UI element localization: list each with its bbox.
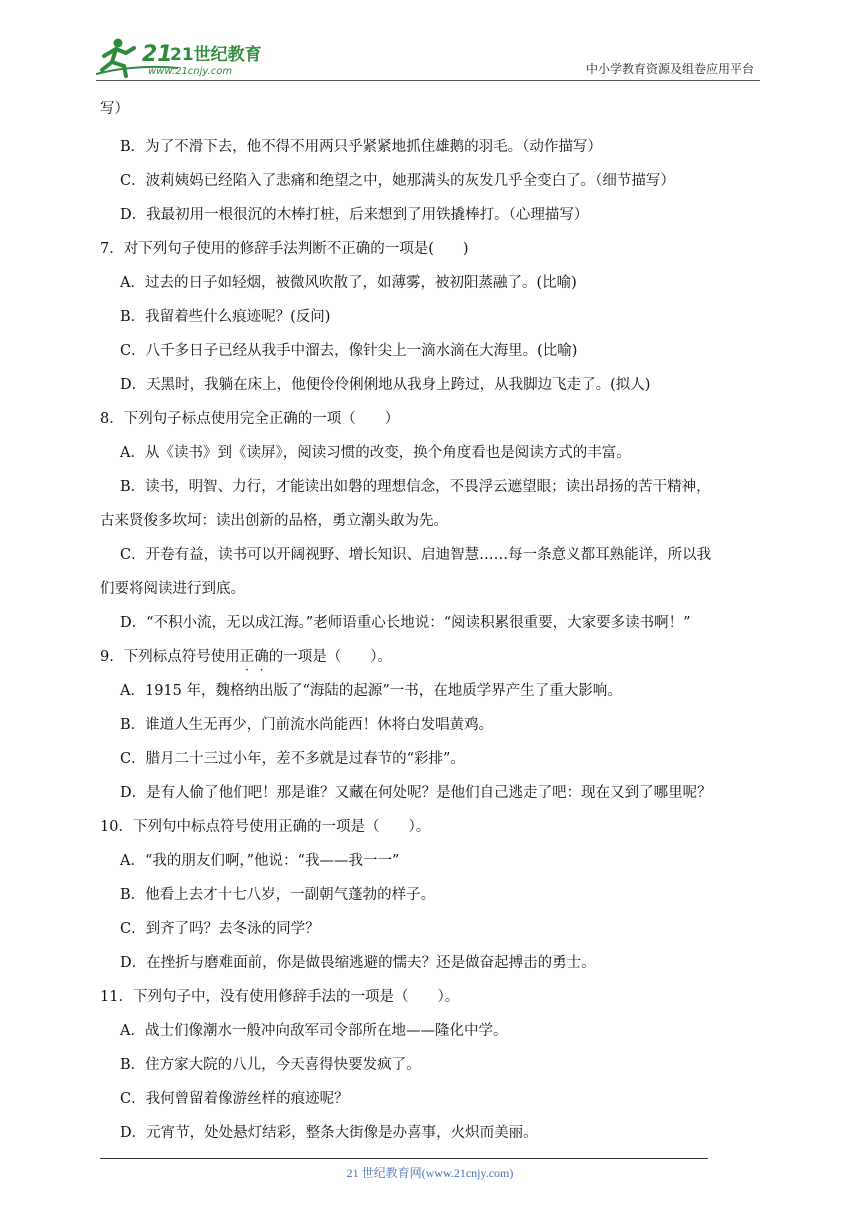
- text-line: 写）: [100, 101, 129, 117]
- option-line: B．他看上去才十七八岁，一副朝气蓬勃的样子。: [120, 887, 436, 903]
- option-line: D．在挫折与磨难面前，你是做畏缩逃避的懦夫？还是做奋起搏击的勇士。: [120, 955, 596, 971]
- 21cnjy-logo: [96, 34, 266, 80]
- option-line: C．开卷有益，读书可以开阔视野、增长知识、启迪智慧……每一条意义都耳熟能详，所以我: [120, 547, 712, 563]
- page-footer: 21 世纪教育网(www.21cnjy.com): [346, 1166, 514, 1180]
- option-line: A．“我的朋友们啊，”他说：“我——我一一”: [120, 853, 400, 869]
- option-line: C．到齐了吗？去冬泳的同学？: [120, 921, 320, 937]
- option-line: C．波莉姨妈已经陷入了悲痛和绝望之中，她那满头的灰发几乎全变白了。（细节描写）: [120, 173, 675, 189]
- option-line: A．战士们像潮水一般冲向敌军司令部所在地——隆化中学。: [120, 1023, 508, 1039]
- svg-text:21世纪教育: 21世纪教育: [170, 45, 262, 65]
- option-line: D．元宵节，处处悬灯结彩，整条大街像是办喜事，火炽而美丽。: [120, 1125, 538, 1141]
- footer-divider: [100, 1158, 708, 1159]
- option-line: C．我何曾留着像游丝样的痕迹呢？: [120, 1091, 349, 1107]
- option-line: D．“不积小流，无以成江海。”老师语重心长地说：“阅读积累很重要，大家要多读书啊！”: [120, 615, 691, 631]
- option-line: B．读书，明智、力行，才能读出如磐的理想信念，不畏浮云遮望眼；读出昂扬的苦干精神，: [120, 479, 711, 495]
- question-stem: 10．下列句中标点符号使用正确的一项是（ ）。: [100, 819, 431, 835]
- question-stem: 8．下列句子标点使用完全正确的一项（ ）: [100, 411, 400, 427]
- page-header: [96, 34, 758, 82]
- option-line: D．我最初用一根很沉的木棒打桩，后来想到了用铁撬棒打。（心理描写）: [120, 207, 589, 223]
- option-line: B．为了不滑下去，他不得不用两只乎紧紧地抓住雄鹅的羽毛。（动作描写）: [120, 139, 602, 155]
- question-stem: 11．下列句子中，没有使用修辞手法的一项是（ ）。: [100, 989, 460, 1005]
- question-stem: 7．对下列句子使用的修辞手法判断不正确的一项是( ): [100, 241, 469, 257]
- header-divider: [96, 80, 760, 81]
- option-line-continued: 们要将阅读进行到底。: [100, 581, 245, 597]
- option-line: D．是有人偷了他们吧！那是谁？又藏在何处呢？是他们自己逃走了吧：现在又到了哪里呢？: [120, 785, 712, 801]
- platform-name: 中小学教育资源及组卷应用平台: [585, 62, 754, 76]
- svg-text:www.21cnjy.com: www.21cnjy.com: [148, 66, 233, 77]
- option-line: D．天黑时，我躺在床上，他便伶伶俐俐地从我身上跨过，从我脚边飞走了。(拟人): [120, 377, 651, 393]
- option-line: C．八千多日子已经从我手中溜去，像针尖上一滴水滴在大海里。(比喻): [120, 343, 578, 359]
- option-line: B．住方家大院的八儿，今天喜得快要发疯了。: [120, 1057, 421, 1073]
- emphasis-char: 正: [239, 649, 255, 665]
- option-line: B．谁道人生无再少，门前流水尚能西！休将白发唱黄鸡。: [120, 717, 494, 733]
- option-line-continued: 古来贤俊多坎坷：读出创新的品格，勇立潮头敢为先。: [100, 513, 448, 529]
- option-line: C．腊月二十三过小年，差不多就是过春节的“彩排”。: [120, 751, 465, 767]
- question-stem: 9．下列标点符号使用正确的一项是（ ）。: [100, 649, 392, 665]
- option-line: A．从《读书》到《读屏》，阅读习惯的改变，换个角度看也是阅读方式的丰富。: [120, 445, 631, 461]
- option-line: A．过去的日子如轻烟，被微风吹散了，如薄雾，被初阳蒸融了。(比喻): [120, 275, 577, 291]
- emphasis-char: 确: [254, 649, 269, 665]
- option-line: B．我留着些什么痕迹呢？(反问): [120, 309, 331, 325]
- option-line: A．1915 年，魏格纳出版了“海陆的起源”一书，在地质学界产生了重大影响。: [120, 683, 622, 699]
- svg-text:21: 21: [142, 42, 173, 67]
